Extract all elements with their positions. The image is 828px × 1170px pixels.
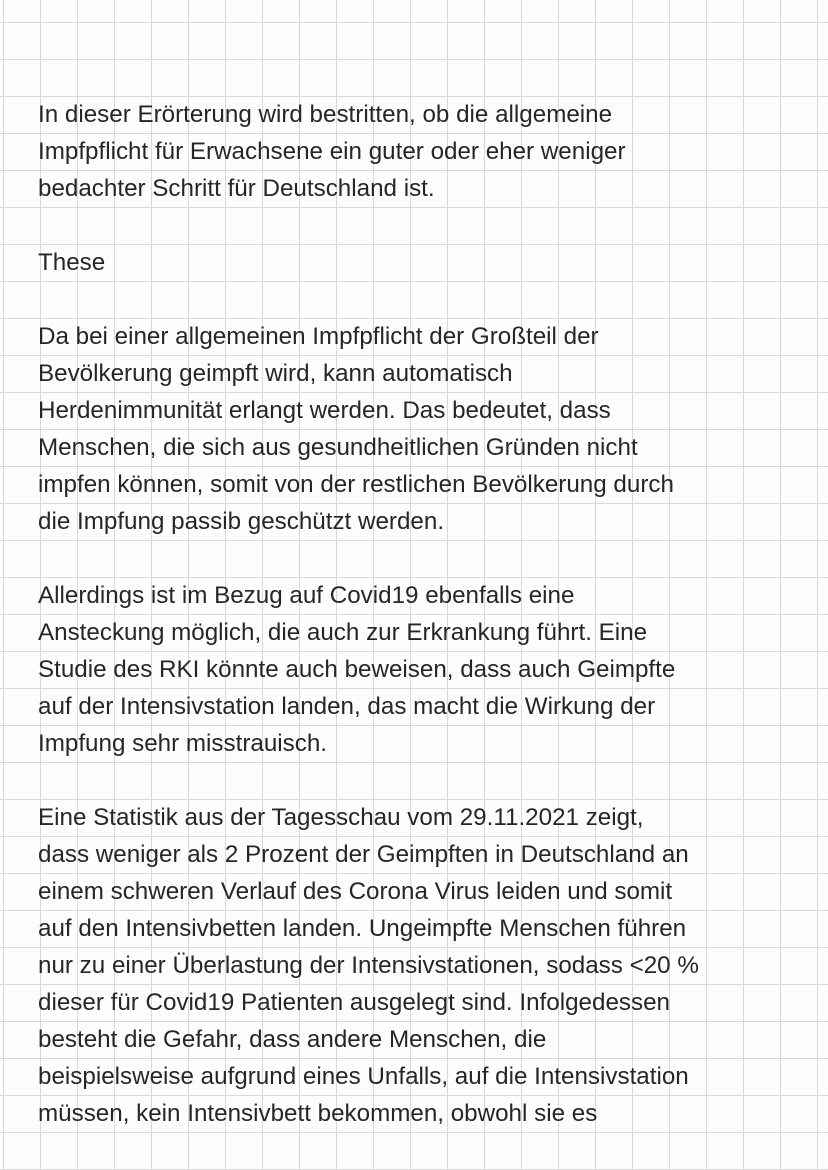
essay-text (38, 96, 818, 1132)
section-heading-these: These (38, 249, 106, 276)
intro-paragraph: In dieser Erörterung wird bestritten, ob die allgemeine Impfpflicht für Erwachsene ein guter oder eher weniger bedachter Schritt für Deutschland ist. (38, 101, 626, 202)
counter-argument-paragraph: Allerdings ist im Bezug auf Covid19 ebenfalls eine Ansteckung möglich, die auch zur Erkrankung führt. Eine Studie des RKI könnte auch beweisen, dass auch Geimpfte auf der Intensivstation landen, das macht die Wirkung der Impfung sehr misstrauisch. (38, 582, 676, 757)
argument-paragraph: Da bei einer allgemeinen Impfpflicht der Großteil der Bevölkerung geimpft wird, kann automatisch Herdenimmunität erlangt werden. Das bedeutet, dass Menschen, die sich aus gesundheitlichen Gründen nicht impfen können, somit von der restlichen Bevölkerung durch die Impfung passib geschützt werden. (38, 323, 674, 535)
statistic-paragraph: Eine Statistik aus der Tagesschau vom 29.11.2021 zeigt, dass weniger als 2 Prozent der Geimpften in Deutschland an einem schweren Verlauf des Corona Virus leiden und somit auf den Intensivbetten landen. Ungeimpfte Menschen führen nur zu einer Überlastung der Intensivstationen, sodass <20 % dieser für Covid19 Patienten ausgelegt sind. Infolgedessen besteht die Gefahr, dass andere Menschen, die beispielsweise aufgrund eines Unfalls, auf die Intensivstation müssen, kein Intensivbett bekommen, obwohl sie es (38, 804, 699, 1127)
